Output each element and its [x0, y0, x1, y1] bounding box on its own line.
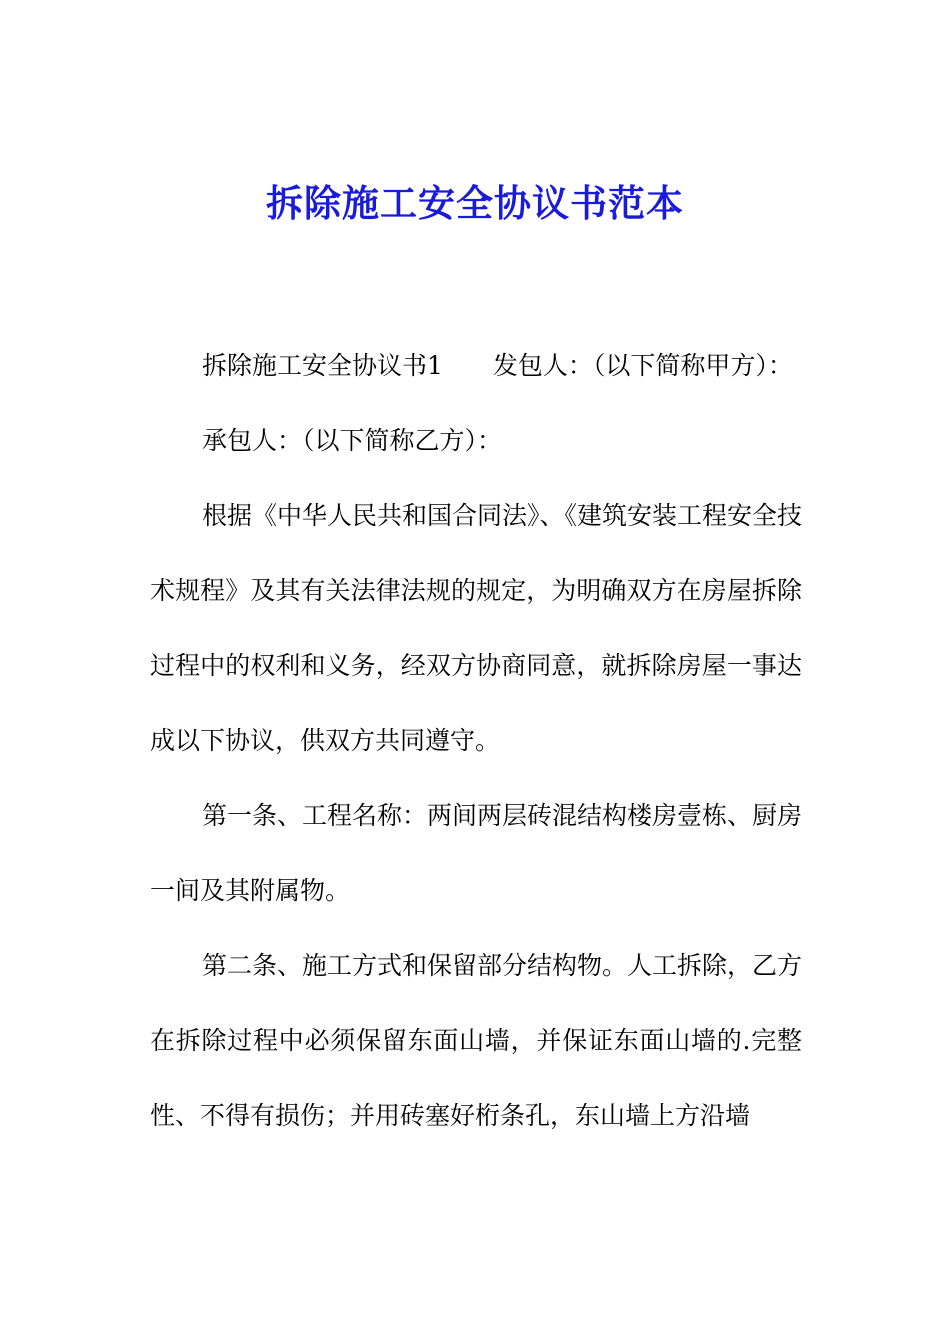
paragraph-article-2: 第二条、施工方式和保留部分结构物。人工拆除，乙方在拆除过程中必须保留东面山墙，并保证东面山墙的.完整性、不得有损伤；并用砖塞好桁条孔，东山墙上方沿墙 — [150, 951, 803, 1130]
document-body — [150, 328, 802, 1153]
paragraph-article-1: 第一条、工程名称：两间两层砖混结构楼房壹栋、厨房一间及其附属物。 — [150, 801, 803, 905]
paragraph-intro: 拆除施工安全协议书1 发包人：（以下简称甲方）： — [202, 351, 793, 380]
paragraph-basis: 根据《中华人民共和国合同法》、《建筑安装工程安全技术规程》及其有关法律法规的规定，为明确双方在房屋拆除过程中的权利和义务，经双方协商同意，就拆除房屋一事达成以下协议，供双方共同遵守。 — [150, 501, 803, 755]
document-title: 拆除施工安全协议书范本 — [266, 181, 684, 225]
paragraph-contractor: 承包人：（以下简称乙方）： — [202, 426, 503, 455]
